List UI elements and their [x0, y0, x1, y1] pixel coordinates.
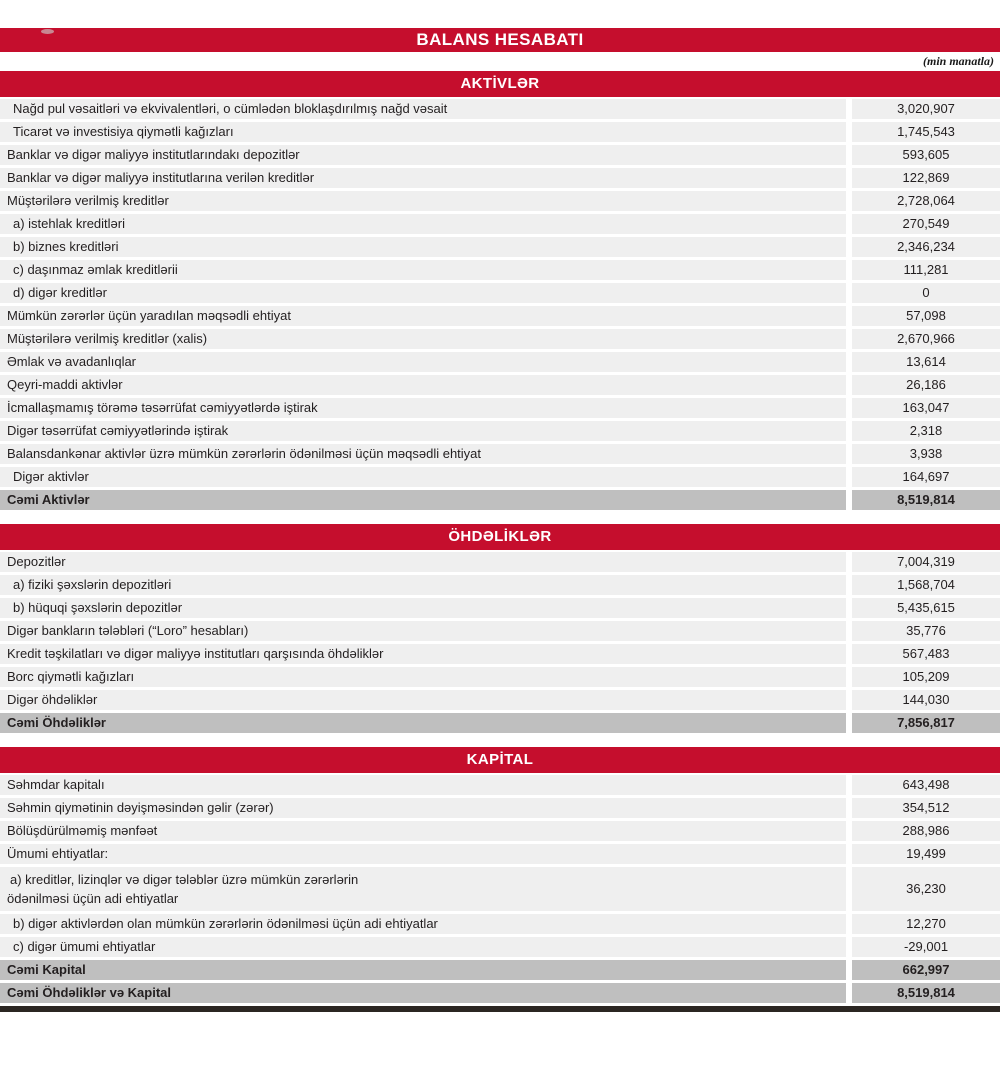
- row-label: Depozitlər: [0, 552, 846, 572]
- row-value: 354,512: [852, 798, 1000, 818]
- table-row: [0, 260, 1000, 280]
- row-label: Borc qiymətli kağızları: [0, 667, 846, 687]
- row-value: 144,030: [852, 690, 1000, 710]
- row-label: Banklar və digər maliyyə institutlarına verilən kreditlər: [0, 168, 846, 188]
- table-row: [0, 552, 1000, 572]
- table-row: [0, 306, 1000, 326]
- row-value: 288,986: [852, 821, 1000, 841]
- table-row: [0, 398, 1000, 418]
- row-value: 643,498: [852, 775, 1000, 795]
- row-value: 0: [852, 283, 1000, 303]
- table-row: [0, 775, 1000, 795]
- row-value: 3,020,907: [852, 99, 1000, 119]
- row-label: Müştərilərə verilmiş kreditlər: [0, 191, 846, 211]
- table-row: [0, 168, 1000, 188]
- row-value: 122,869: [852, 168, 1000, 188]
- row-value: 26,186: [852, 375, 1000, 395]
- row-value: 1,568,704: [852, 575, 1000, 595]
- row-value: 19,499: [852, 844, 1000, 864]
- table-row: [0, 329, 1000, 349]
- row-value: 7,856,817: [852, 713, 1000, 733]
- report-title-bar: [0, 28, 1000, 52]
- row-label: Cəmi Aktivlər: [0, 490, 846, 510]
- sections-container: [0, 71, 1000, 1003]
- table-row: [0, 467, 1000, 487]
- row-value: 270,549: [852, 214, 1000, 234]
- section-header-aktivler: AKTİVLƏR: [0, 71, 1000, 97]
- row-value: -29,001: [852, 937, 1000, 957]
- report-title: BALANS HESABATI: [416, 30, 584, 49]
- row-label: d) digər kreditlər: [0, 283, 846, 303]
- section-aktivler: [0, 71, 1000, 510]
- row-value: 8,519,814: [852, 490, 1000, 510]
- row-value: 164,697: [852, 467, 1000, 487]
- table-row: [0, 598, 1000, 618]
- table-row: [0, 937, 1000, 957]
- row-value: 567,483: [852, 644, 1000, 664]
- row-value: 13,614: [852, 352, 1000, 372]
- row-label-line: ödənilməsi üçün adi ehtiyatlar: [7, 891, 179, 906]
- row-value: 3,938: [852, 444, 1000, 464]
- row-label: Ümumi ehtiyatlar:: [0, 844, 846, 864]
- section-kapital: [0, 747, 1000, 1003]
- table-row: [0, 844, 1000, 864]
- total-row: [0, 983, 1000, 1003]
- row-label: a) istehlak kreditləri: [0, 214, 846, 234]
- row-value: 163,047: [852, 398, 1000, 418]
- row-label: b) hüquqi şəxslərin depozitlər: [0, 598, 846, 618]
- row-label: Nağd pul vəsaitləri və ekvivalentləri, o cümlədən bloklaşdırılmış nağd vəsait: [0, 99, 846, 119]
- row-label: Kredit təşkilatları və digər maliyyə institutları qarşısında öhdəliklər: [0, 644, 846, 664]
- table-row: [0, 914, 1000, 934]
- table-row: [0, 867, 1000, 911]
- row-value: 2,318: [852, 421, 1000, 441]
- table-row: [0, 352, 1000, 372]
- row-value: 2,346,234: [852, 237, 1000, 257]
- table-row: [0, 798, 1000, 818]
- table-row: [0, 237, 1000, 257]
- table-row: [0, 421, 1000, 441]
- row-value: 593,605: [852, 145, 1000, 165]
- row-value: 662,997: [852, 960, 1000, 980]
- section-header-kapital: KAPİTAL: [0, 747, 1000, 773]
- row-label: c) daşınmaz əmlak kreditlərii: [0, 260, 846, 280]
- total-row: [0, 713, 1000, 733]
- row-label: Səhmdar kapitalı: [0, 775, 846, 795]
- table-row: [0, 145, 1000, 165]
- row-value: 2,670,966: [852, 329, 1000, 349]
- row-label: Digər bankların tələbləri (“Loro” hesabları): [0, 621, 846, 641]
- row-label: Əmlak və avadanlıqlar: [0, 352, 846, 372]
- row-value: 12,270: [852, 914, 1000, 934]
- table-row: [0, 821, 1000, 841]
- row-label: Səhmin qiymətinin dəyişməsindən gəlir (zərər): [0, 798, 846, 818]
- row-label: Cəmi Öhdəliklər və Kapital: [0, 983, 846, 1003]
- table-row: [0, 444, 1000, 464]
- row-value: 1,745,543: [852, 122, 1000, 142]
- row-value: 2,728,064: [852, 191, 1000, 211]
- table-row: [0, 575, 1000, 595]
- row-label: Müştərilərə verilmiş kreditlər (xalis): [0, 329, 846, 349]
- total-row: [0, 490, 1000, 510]
- row-label: a) fiziki şəxslərin depozitləri: [0, 575, 846, 595]
- row-label: Mümkün zərərlər üçün yaradılan məqsədli ehtiyat: [0, 306, 846, 326]
- row-label: Ticarət və investisiya qiymətli kağızları: [0, 122, 846, 142]
- row-label: Digər öhdəliklər: [0, 690, 846, 710]
- table-row: [0, 191, 1000, 211]
- row-label: Qeyri-maddi aktivlər: [0, 375, 846, 395]
- table-row: [0, 667, 1000, 687]
- table-row: [0, 621, 1000, 641]
- bottom-border-bar: [0, 1006, 1000, 1012]
- section-ohdelikler: [0, 524, 1000, 733]
- table-row: [0, 99, 1000, 119]
- row-value: 8,519,814: [852, 983, 1000, 1003]
- row-value: 111,281: [852, 260, 1000, 280]
- table-row: [0, 690, 1000, 710]
- row-label: Cəmi Kapital: [0, 960, 846, 980]
- logo-remnant: [41, 29, 54, 34]
- row-value: 35,776: [852, 621, 1000, 641]
- total-row: [0, 960, 1000, 980]
- row-label: c) digər ümumi ehtiyatlar: [0, 937, 846, 957]
- row-label-line: a) kreditlər, lizinqlər və digər tələblər üzrə mümkün zərərlərin: [10, 872, 359, 887]
- row-label: Cəmi Öhdəliklər: [0, 713, 846, 733]
- row-label: Digər təsərrüfat cəmiyyətlərində iştirak: [0, 421, 846, 441]
- row-label: Balansdankənar aktivlər üzrə mümkün zərərlərin ödənilməsi üçün məqsədli ehtiyat: [0, 444, 846, 464]
- row-value: 105,209: [852, 667, 1000, 687]
- section-header-ohdelikler: ÖHDƏLİKLƏR: [0, 524, 1000, 550]
- row-label: Banklar və digər maliyyə institutlarındakı depozitlər: [0, 145, 846, 165]
- balance-sheet-document: [0, 28, 1000, 1076]
- table-row: [0, 644, 1000, 664]
- row-label: b) biznes kreditləri: [0, 237, 846, 257]
- row-value: 7,004,319: [852, 552, 1000, 572]
- table-row: [0, 375, 1000, 395]
- row-label: İcmallaşmamış törəmə təsərrüfat cəmiyyətlərdə iştirak: [0, 398, 846, 418]
- row-value: 36,230: [852, 867, 1000, 911]
- table-row: [0, 283, 1000, 303]
- table-row: [0, 214, 1000, 234]
- row-label: Bölüşdürülməmiş mənfəət: [0, 821, 846, 841]
- table-row: [0, 122, 1000, 142]
- row-label: [0, 867, 846, 911]
- row-label: b) digər aktivlərdən olan mümkün zərərlərin ödənilməsi üçün adi ehtiyatlar: [0, 914, 846, 934]
- row-label: Digər aktivlər: [0, 467, 846, 487]
- unit-note-label: (min manatla): [922, 54, 994, 68]
- row-value: 5,435,615: [852, 598, 1000, 618]
- row-value: 57,098: [852, 306, 1000, 326]
